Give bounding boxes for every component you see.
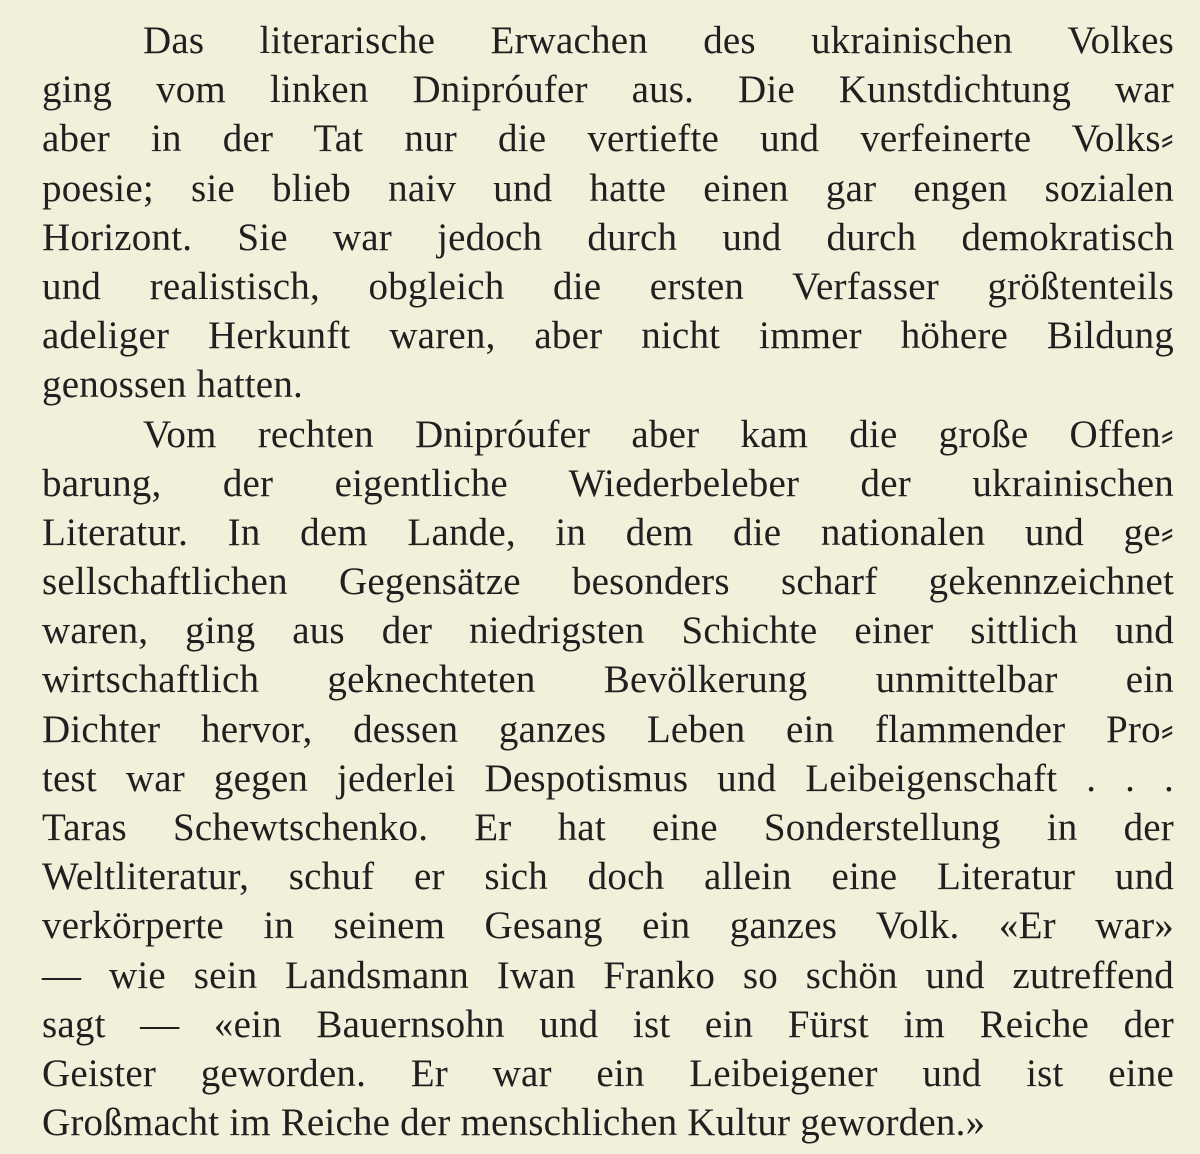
- text-line: Vom rechten Dnipróufer aber kam die große Offen⸗: [143, 412, 1174, 456]
- paragraph-1: [42, 16, 1174, 410]
- text-line: ging vom linken Dnipróufer aus. Die Kunstdichtung war: [42, 68, 1174, 112]
- text-line: Horizont. Sie war jedoch durch und durch demokratisch: [42, 215, 1174, 259]
- text-line: genossen hatten.: [42, 363, 303, 407]
- text-line: waren, ging aus der niedrigsten Schichte einer sittlich und: [42, 609, 1174, 653]
- text-line: test war gegen jederlei Despotismus und Leibeigenschaft . . .: [42, 756, 1174, 800]
- text-line: adeliger Herkunft waren, aber nicht immer höhere Bildung: [42, 314, 1174, 358]
- text-line: Geister geworden. Er war ein Leibeigener und ist eine: [42, 1051, 1174, 1095]
- text-line: Taras Schewtschenko. Er hat eine Sonderstellung in der: [42, 806, 1174, 849]
- text-line: Großmacht im Reiche der menschlichen Kultur geworden.»: [42, 1101, 986, 1145]
- text-line: wirtschaftlich geknechteten Bevölkerung unmittelbar ein: [42, 658, 1174, 702]
- text-line: Dichter hervor, dessen ganzes Leben ein flammender Pro⸗: [42, 707, 1174, 751]
- text-line: verkörperte in seinem Gesang ein ganzes Volk. «Er war»: [42, 904, 1174, 948]
- text-line: und realistisch, obgleich die ersten Verfasser größtenteils: [42, 264, 1174, 308]
- text-line: aber in der Tat nur die vertiefte und verfeinerte Volks⸗: [42, 117, 1174, 161]
- text-line: — wie sein Landsmann Iwan Franko so schön und zutreffend: [42, 953, 1174, 997]
- text-line: Das literarische Erwachen des ukrainischen Volkes: [143, 19, 1174, 62]
- text-line: sellschaftlichen Gegensätze besonders scharf gekennzeichnet: [42, 560, 1174, 604]
- text-line: poesie; sie blieb naiv und hatte einen gar engen sozialen: [42, 166, 1174, 210]
- paragraph-2: [42, 410, 1174, 1148]
- text-line: barung, der eigentliche Wiederbeleber der ukrainischen: [42, 461, 1174, 505]
- text-line: sagt — «ein Bauernsohn und ist ein Fürst im Reiche der: [42, 1002, 1174, 1046]
- text-line: Weltliteratur, schuf er sich doch allein eine Literatur und: [42, 855, 1174, 899]
- text-line: Literatur. In dem Lande, in dem die nationalen und ge⸗: [42, 510, 1174, 554]
